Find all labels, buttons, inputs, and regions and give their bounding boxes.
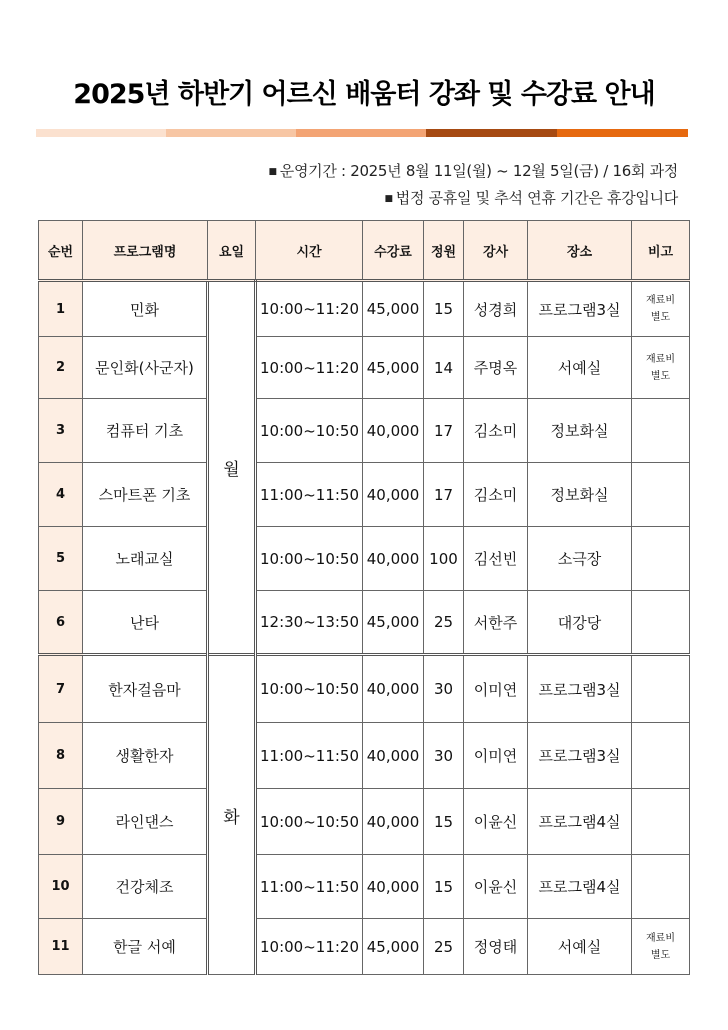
fee-cell: 45,000: [363, 591, 424, 655]
table-row: [39, 855, 690, 919]
row-number-cell: 3: [39, 399, 83, 463]
time-cell: 10:00~11:20: [256, 919, 363, 975]
note-cell: [632, 527, 690, 591]
notice-text: 운영기간 : 2025년 8월 11일(월) ~ 12월 5일(금) / 16회 과정: [279, 162, 678, 180]
note-line: 별도: [650, 370, 671, 382]
program-name-cell: 라인댄스: [83, 789, 208, 855]
day-cell: 화: [208, 655, 256, 975]
note-cell: [632, 919, 690, 975]
header-cell: 장소: [528, 221, 632, 281]
table-row: [39, 463, 690, 527]
fee-cell: 45,000: [363, 281, 424, 337]
place-cell: 정보화실: [528, 399, 632, 463]
page-title: 2025년 하반기 어르신 배움터 강좌 및 수강료 안내: [73, 79, 655, 110]
row-number-cell: 2: [39, 337, 83, 399]
time-cell: 10:00~11:20: [256, 337, 363, 399]
place-cell: 소극장: [528, 527, 632, 591]
note-cell: [632, 281, 690, 337]
teacher-cell: 김소미: [464, 463, 528, 527]
fee-cell: 40,000: [363, 655, 424, 723]
fee-cell: 45,000: [363, 337, 424, 399]
capacity-cell: 17: [424, 463, 464, 527]
teacher-cell: 정영태: [464, 919, 528, 975]
teacher-cell: 성경희: [464, 281, 528, 337]
capacity-cell: 15: [424, 281, 464, 337]
time-cell: 11:00~11:50: [256, 723, 363, 789]
place-cell: 프로그램4실: [528, 855, 632, 919]
row-number-cell: 5: [39, 527, 83, 591]
place-cell: 정보화실: [528, 463, 632, 527]
color-bar-segment: [166, 129, 296, 137]
header-cell: 프로그램명: [83, 221, 208, 281]
note-cell: [632, 399, 690, 463]
time-cell: 10:00~10:50: [256, 655, 363, 723]
program-name-cell: 생활한자: [83, 723, 208, 789]
capacity-cell: 14: [424, 337, 464, 399]
fee-cell: 40,000: [363, 855, 424, 919]
table-row: [39, 789, 690, 855]
row-number-cell: 7: [39, 655, 83, 723]
teacher-cell: 김소미: [464, 399, 528, 463]
place-cell: 프로그램3실: [528, 281, 632, 337]
place-cell: 프로그램3실: [528, 655, 632, 723]
fee-cell: 45,000: [363, 919, 424, 975]
program-name-cell: 문인화(사군자): [83, 337, 208, 399]
header-cell: 요일: [208, 221, 256, 281]
capacity-cell: 17: [424, 399, 464, 463]
note-line: 재료비: [646, 353, 675, 365]
table-row: [39, 527, 690, 591]
notice-schedule: [269, 160, 678, 181]
note-cell: [632, 789, 690, 855]
header-cell: 강사: [464, 221, 528, 281]
fee-cell: 40,000: [363, 789, 424, 855]
row-number-cell: 1: [39, 281, 83, 337]
note-line: 재료비: [646, 295, 675, 306]
teacher-cell: 이미연: [464, 723, 528, 789]
fee-cell: 40,000: [363, 723, 424, 789]
place-cell: 서예실: [528, 337, 632, 399]
capacity-cell: 30: [424, 655, 464, 723]
note-cell: [632, 655, 690, 723]
place-cell: 대강당: [528, 591, 632, 655]
capacity-cell: 30: [424, 723, 464, 789]
place-cell: 프로그램3실: [528, 723, 632, 789]
time-cell: 11:00~11:50: [256, 855, 363, 919]
place-cell: 프로그램4실: [528, 789, 632, 855]
time-cell: 10:00~10:50: [256, 527, 363, 591]
note-line: 별도: [650, 949, 671, 961]
teacher-cell: 김선빈: [464, 527, 528, 591]
notice-holiday: [385, 187, 678, 208]
note-cell: [632, 723, 690, 789]
table-header-row: [39, 221, 690, 281]
note-cell: [632, 591, 690, 655]
header-cell: 수강료: [363, 221, 424, 281]
row-number-cell: 8: [39, 723, 83, 789]
program-name-cell: 난타: [83, 591, 208, 655]
row-number-cell: 10: [39, 855, 83, 919]
fee-cell: 40,000: [363, 399, 424, 463]
note-line: 재료비: [646, 932, 675, 944]
program-name-cell: 건강체조: [83, 855, 208, 919]
time-cell: 10:00~10:50: [256, 789, 363, 855]
header-cell: 정원: [424, 221, 464, 281]
teacher-cell: 서한주: [464, 591, 528, 655]
table-row: [39, 281, 690, 337]
program-name-cell: 스마트폰 기초: [83, 463, 208, 527]
table-row: [39, 919, 690, 975]
time-cell: 12:30~13:50: [256, 591, 363, 655]
row-number-cell: 9: [39, 789, 83, 855]
time-cell: 11:00~11:50: [256, 463, 363, 527]
capacity-cell: 25: [424, 919, 464, 975]
table-row: [39, 655, 690, 723]
table-row: [39, 591, 690, 655]
decorative-color-bar: [36, 129, 688, 137]
fee-cell: 40,000: [363, 527, 424, 591]
program-name-cell: 한글 서예: [83, 919, 208, 975]
notice-text: 법정 공휴일 및 추석 연휴 기간은 휴강입니다: [395, 189, 678, 207]
capacity-cell: 100: [424, 527, 464, 591]
row-number-cell: 6: [39, 591, 83, 655]
program-name-cell: 민화: [83, 281, 208, 337]
note-cell: [632, 463, 690, 527]
program-name-cell: 노래교실: [83, 527, 208, 591]
row-number-cell: 4: [39, 463, 83, 527]
place-cell: 서예실: [528, 919, 632, 975]
fee-cell: 40,000: [363, 463, 424, 527]
time-cell: 10:00~10:50: [256, 399, 363, 463]
program-name-cell: 한자걸음마: [83, 655, 208, 723]
row-number-cell: 11: [39, 919, 83, 975]
teacher-cell: 주명옥: [464, 337, 528, 399]
time-cell: 10:00~11:20: [256, 281, 363, 337]
note-cell: [632, 337, 690, 399]
note-line: 별도: [650, 312, 671, 323]
capacity-cell: 25: [424, 591, 464, 655]
color-bar-segment: [426, 129, 557, 137]
day-cell: 월: [208, 281, 256, 655]
program-name-cell: 컴퓨터 기초: [83, 399, 208, 463]
header-cell: 비고: [632, 221, 690, 281]
color-bar-segment: [36, 129, 166, 137]
table-row: [39, 399, 690, 463]
color-bar-segment: [557, 129, 688, 137]
color-bar-segment: [296, 129, 426, 137]
teacher-cell: 이윤신: [464, 789, 528, 855]
capacity-cell: 15: [424, 789, 464, 855]
teacher-cell: 이윤신: [464, 855, 528, 919]
bullet-square-icon: ■: [384, 194, 393, 204]
note-cell: [632, 855, 690, 919]
teacher-cell: 이미연: [464, 655, 528, 723]
course-table: [38, 220, 690, 975]
table-row: [39, 337, 690, 399]
bullet-square-icon: ■: [268, 167, 277, 177]
header-cell: 시간: [256, 221, 363, 281]
table-row: [39, 723, 690, 789]
header-cell: 순번: [39, 221, 83, 281]
capacity-cell: 15: [424, 855, 464, 919]
